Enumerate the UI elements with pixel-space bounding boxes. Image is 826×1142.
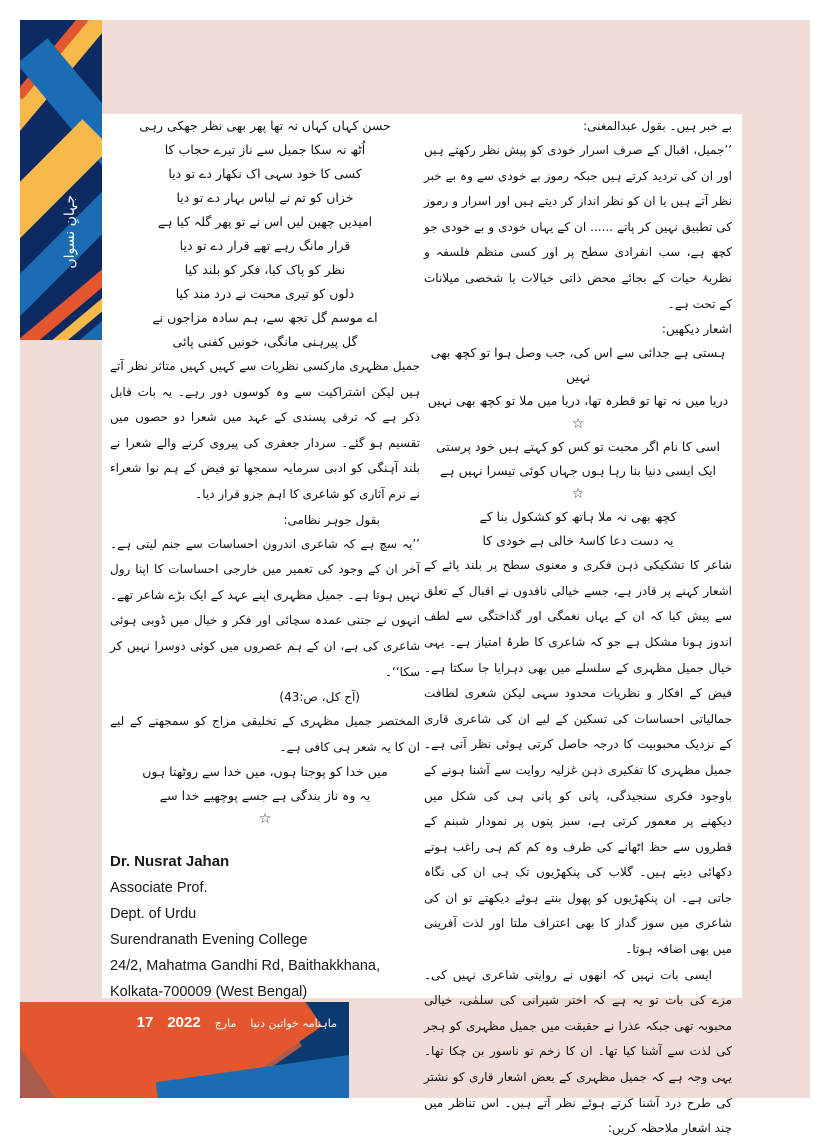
paragraph: شاعر کا تشکیکی ذہن فکری و معنوی سطح پر بلند پائے کے اشعار کہنے پر قادر ہے، جسے خیالی ناقدوں نے اقبال کے تعلق سے پیش کیا کہ ان کے یہاں نغمگی اور گداختگی سے لطف اندوز ہونا مشکل ہے جو کہ شاعری کا طرۂ امتیاز ہے۔ یہی خیال جمیل مظہری کے سلسلے میں بھی دہرایا جا سکتا ہے۔ فیض کے افکار و نظریات محدود سہی لیکن شعری لطافت جمالیاتی احساسات کی تسکین کے لیے ان کی شاعری قاری کے نزدیک محبوبیت کا درجہ حاصل کرتی ہوئی نظر آتی ہے۔ جمیل مظہری کا تفکیری ذہن غزلیہ روایت سے آشنا ہونے کے باوجود فکری سنجیدگی، پانی کو پانی ہی کی شکل میں دیکھنے پر معمور کرتی ہے، سبز پتوں پر نمودار شبنم کے قطروں سے حظ اٹھانے کی طرف وہ کم کم ہی راغب ہوتے دکھائی دیتے ہیں۔ گلاب کی پنکھڑیوں تک ہی ان کی نگاہ جاتی ہے۔ ان پنکھڑیوں کو پھول بنتے ہوئے دیکھتے تو ان کی شاعری میں سوز گداز کا بھی اعتراف ملتا اور لذت آفرینی میں بھی اضافہ ہوتا۔	[424, 558, 732, 957]
verse-line: ہستی ہے جدائی سے اس کی، جب وصل ہوا تو کچھ بھی نہیں	[430, 345, 726, 385]
verse-line: یہ دست دعا کاسۂ خالی ہے خودی کا	[482, 533, 674, 549]
quote-abdul-mughni: ’’جمیل، اقبال کے صرف اسرار خودی کو پیش نظر رکھتے ہیں اور ان کی تردید کرتے ہیں جبکہ رموز بے خودی سے وہ بے خبر نظر آتے ہیں یا ان کو نظر انداز کر دیتے ہیں اور اسرار و رموز کی تطبیق نہیں کر پاتے ...... ان کے یہاں خودی و بے خودی جو کچھ ہے، سب انفرادی سطح پر اور کسی منظم فلسفہ و نظریۂ حیات کے بجائے محض ذاتی خیالات یا شخصی میلانات کے تحت ہے۔	[424, 143, 732, 311]
verse-line: حسن کہاں کہاں نہ تھا پھر بھی نظر جھکی رہی	[139, 118, 391, 133]
author-address-line-2: Kolkata-700009 (West Bengal)	[110, 984, 308, 1000]
verse-line: امیدیں چھین لیں اس نے تو پھر گلہ کیا ہے	[157, 214, 373, 229]
verse-line: گل پیرہنی مانگی، خونیں کفنی پائی	[172, 334, 358, 349]
issue-year: 2022	[167, 1014, 201, 1031]
verse-line: اُٹھ نہ سکا جمیل سے ناز تیرے حجاب کا	[164, 142, 366, 157]
paragraph: جمیل مظہری مارکسی نظریات سے کہیں کہیں متاثر نظر آتے ہیں لیکن اشتراکیت سے وہ کوسوں دور رہے۔ یہ بات قابل ذکر ہے کہ ترقی پسندی کے عہد میں شعرا دو حصوں میں تقسیم ہو گئے۔ سردار جعفری کی پیروی کرنے والے شعرا نے بلند آہنگی کو ادبی سرمایہ سمجھا تو فیض کے ہم نوا شعراء نے نرم آثاری کو شاعری کا اہم جزو قرار دیا۔	[110, 359, 420, 501]
quote-intro: بقول جوہر نظامی:	[283, 512, 380, 527]
verse-line: اے موسم گل تجھ سے، ہم سادہ مزاجوں نے	[152, 310, 378, 325]
left-column	[110, 114, 420, 830]
page-number: 17	[136, 1014, 154, 1031]
footer-info	[137, 1014, 337, 1031]
verse-line: قرار مانگ رہے تھے قرار دے تو دیا	[179, 238, 351, 253]
verse-line: میں خدا کو پوجتا ہوں، میں خدا سے روٹھتا ہوں	[142, 764, 388, 780]
author-institution: Surendranath Evening College	[110, 932, 308, 948]
quote-johar-nizami: ’’یہ سچ ہے کہ شاعری اندرون احساسات سے جنم لیتی ہے۔ آخر ان کے وجود کی تعمیر میں خارجی احساسات کا اپنا رول نہیں ہوتا ہے۔ جمیل مظہری اپنے عہد کے ایک بڑے شاعر تھے۔ انہوں نے جتنی عمدہ سچائی اور فکر و خیال میں ڈوبی ہوئی شاعری کی ہے، ان کے ہم عصروں میں کوئی دوسرا نہیں کر سکا‘‘۔	[110, 536, 420, 679]
verse-line: خزاں کو تم نے لباس بہار دے تو دیا	[176, 190, 354, 205]
author-block	[110, 849, 430, 1005]
right-column	[424, 114, 732, 1142]
page-footer	[20, 1002, 349, 1098]
decorative-side-banner	[20, 20, 102, 340]
verse-line: یہ وہ ناز بندگی ہے جسے پوچھیے خدا سے	[159, 788, 371, 804]
verse-line: دریا میں نہ تھا تو قطرہ تھا، دریا میں ملا تو کچھ بھی نہیں	[427, 393, 729, 409]
intro-line: بے خبر ہیں۔ بقول عبدالمغنی:	[583, 119, 732, 133]
couplet	[424, 341, 732, 413]
verse-line: کسی کا خود سہی اک نکھار دے تو دیا	[168, 166, 362, 181]
verse-line: ایک ایسی دنیا بنا رہا ہوں جہاں کوئی تیسرا نہیں ہے	[439, 463, 717, 479]
author-name: Dr. Nusrat Jahan	[110, 853, 230, 870]
couplets-heading: اشعار دیکھیں:	[661, 322, 732, 337]
author-department: Dept. of Urdu	[110, 906, 197, 922]
issue-month: مارچ	[214, 1017, 237, 1030]
author-address-line-1: 24/2, Mahatma Gandhi Rd, Baithakkhana,	[110, 958, 381, 974]
verse-line: دلوں کو تیری محبت نے درد مند کیا	[175, 286, 355, 301]
verse-line: کچھ بھی نہ ملا ہاتھ کو کشکول بنا کے	[479, 509, 677, 525]
paragraph: المختصر جمیل مظہری کے تخلیقی مزاج کو سمجھنے کے لیے ان کا یہ شعر ہی کافی ہے۔	[110, 714, 420, 754]
star-divider-icon: ☆	[571, 416, 585, 433]
star-divider-icon: ☆	[258, 811, 272, 828]
verse-line: اسی کا نام اگر محبت تو کس کو کہتے ہیں خود پرستی	[436, 439, 720, 455]
couplet	[110, 760, 420, 808]
verse-line: نظر کو پاک کیا، فکر کو بلند کیا	[184, 262, 346, 277]
author-designation: Associate Prof.	[110, 880, 208, 896]
citation: (آج کل، ص:43)	[279, 690, 360, 705]
star-divider-icon: ☆	[571, 486, 585, 503]
section-title: جہانِ نسواں	[62, 195, 78, 269]
poem	[110, 114, 420, 354]
couplet	[424, 435, 732, 483]
magazine-name: ماہنامہ خواتین دنیا	[250, 1017, 337, 1030]
couplet	[424, 505, 732, 553]
paragraph: ایسی بات نہیں کہ انھوں نے روایتی شاعری نہیں کی۔ مزے کی بات تو یہ ہے کہ اختر شیرانی کی سلمٰی، خیالی محبوبہ تھی جبکہ عذرا نے حقیقت میں جمیل مظہری کو ہجر کی لذت سے آشنا کیا تھا۔ ان کا زخم تو ناسور بن چکا تھا۔ یہی وجہ ہے کہ جمیل مظہری کے بعض اشعار قاری کو نشتر کی طرح درد آشنا کرتے ہوئے نظر آتے ہیں۔ اس تناظر میں چند اشعار ملاحظہ کریں:	[424, 967, 732, 1136]
